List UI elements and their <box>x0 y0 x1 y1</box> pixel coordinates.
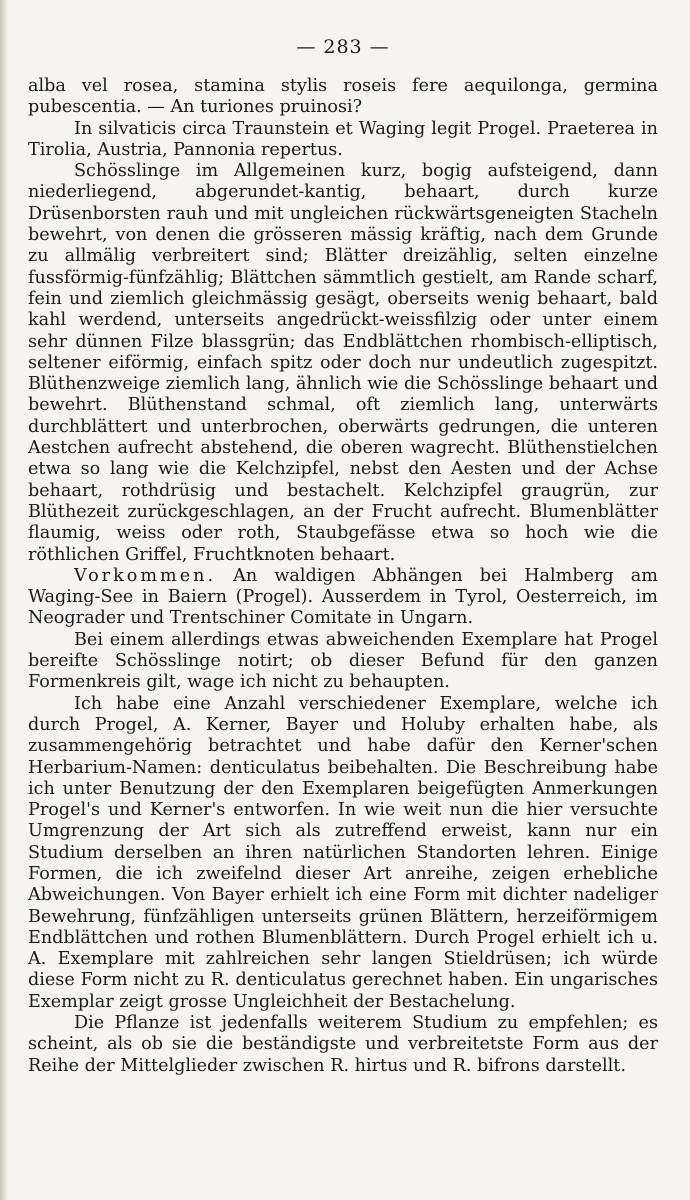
paragraph-description-end: alba vel rosea, stamina stylis roseis fere aequilonga, germina pubescentia. — An turiones pruinosi? <box>28 76 658 118</box>
paragraph-habitat-latin: In silvaticis circa Traunstein et Waging legit Progel. Praeterea in Tirolia, Austria, Pannonia repertus. <box>28 118 658 160</box>
paragraph-description-german: Schösslinge im Allgemeinen kurz, bogig aufsteigend, dann niederliegend, abgerundet-kantig, behaart, durch kurze Drüsenborsten rauh und mit ungleichen rückwärtsgeneigten Stacheln bewehrt, von denen die grösseren mässig kräftig, nach dem Grunde zu allmälig verbreitert sind; Blätter dreizählig, selten einzelne fussförmig-fünfzählig; Blättchen sämmtlich gestielt, am Rande scharf, fein und ziemlich gleichmässig gesägt, oberseits wenig behaart, bald kahl werdend, unterseits angedrückt-weissfilzig oder unter einem sehr dünnen Filze blassgrün; das Endblättchen rhombisch-elliptisch, seltener eiförmig, einfach spitz oder doch nur undeutlich zugespitzt. Blüthenzweige ziemlich lang, ähnlich wie die Schösslinge behaart und bewehrt. Blüthenstand schmal, oft ziemlich lang, unterwärts durchblättert und unterbrochen, oberwärts gedrungen, die unteren Aestchen aufrecht abstehend, die oberen wagrecht. Blüthenstielchen etwa so lang wie die Kelchzipfel, nebst den Aesten und der Achse behaart, rothdrüsig und bestachelt. Kelchzipfel graugrün, zur Blüthezeit zurückgeschlagen, an der Frucht aufrecht. Blumenblätter flaumig, weiss oder roth, Staubgefässe etwa so hoch wie die röthlichen Griffel, Fruchtknoten behaart. <box>28 161 658 565</box>
paragraph-bloom-note: Bei einem allerdings etwas abweichenden Exemplare hat Progel bereifte Schösslinge notirt; ob dieser Befund für den ganzen Formenkreis gilt, wage ich nicht zu behaupten. <box>28 629 658 693</box>
body-text <box>28 76 658 1077</box>
paragraph-specimens: Ich habe eine Anzahl verschiedener Exemplare, welche ich durch Progel, A. Kerner, Bayer und Holuby erhalten habe, als zusammengehörig betrachtet und habe dafür den Kerner'schen Herbarium-Namen: denticulatus beibehalten. Die Beschreibung habe ich unter Benutzung der den Exemplaren beigefügten Anmerkungen Progel's und Kerner's entworfen. In wie weit nun die hier versuchte Umgrenzung der Art sich als zutreffend erweist, kann nur ein Studium derselben an ihren natürlichen Standorten lehren. Einige Formen, die ich zweifelnd dieser Art anreihe, zeigen erhebliche Abweichungen. Von Bayer erhielt ich eine Form mit dichter nadeliger Bewehrung, fünfzähligen unterseits grünen Blättern, herzeiförmigem Endblättchen und rothen Blumenblättern. Durch Progel erhielt ich u. A. Exemplare mit zahlreichen sehr langen Stieldrüsen; ich würde diese Form nicht zu R. denticulatus gerechnet haben. Ein ungarisches Exemplar zeigt grosse Ungleichheit der Bestachelung. <box>28 693 658 1012</box>
paragraph-conclusion: Die Pflanze ist jedenfalls weiterem Studium zu empfehlen; es scheint, als ob sie die beständigste und verbreitetste Form aus der Reihe der Mittelglieder zwischen R. hirtus und R. bifrons darstellt. <box>28 1013 658 1076</box>
occurrence-label: Vorkommen. <box>74 565 217 586</box>
paragraph-occurrence <box>28 566 658 630</box>
page-number: — 283 — <box>296 36 390 58</box>
page-edge-shadow <box>0 0 8 1200</box>
occurrence-text: An waldigen Abhängen bei Halmberg am Waging-See in Baiern (Progel). Ausserdem in Tyrol, Oesterreich, im Neograder und Trentschiner Comitate in Ungarn. <box>28 565 658 629</box>
document-page <box>28 36 658 1077</box>
